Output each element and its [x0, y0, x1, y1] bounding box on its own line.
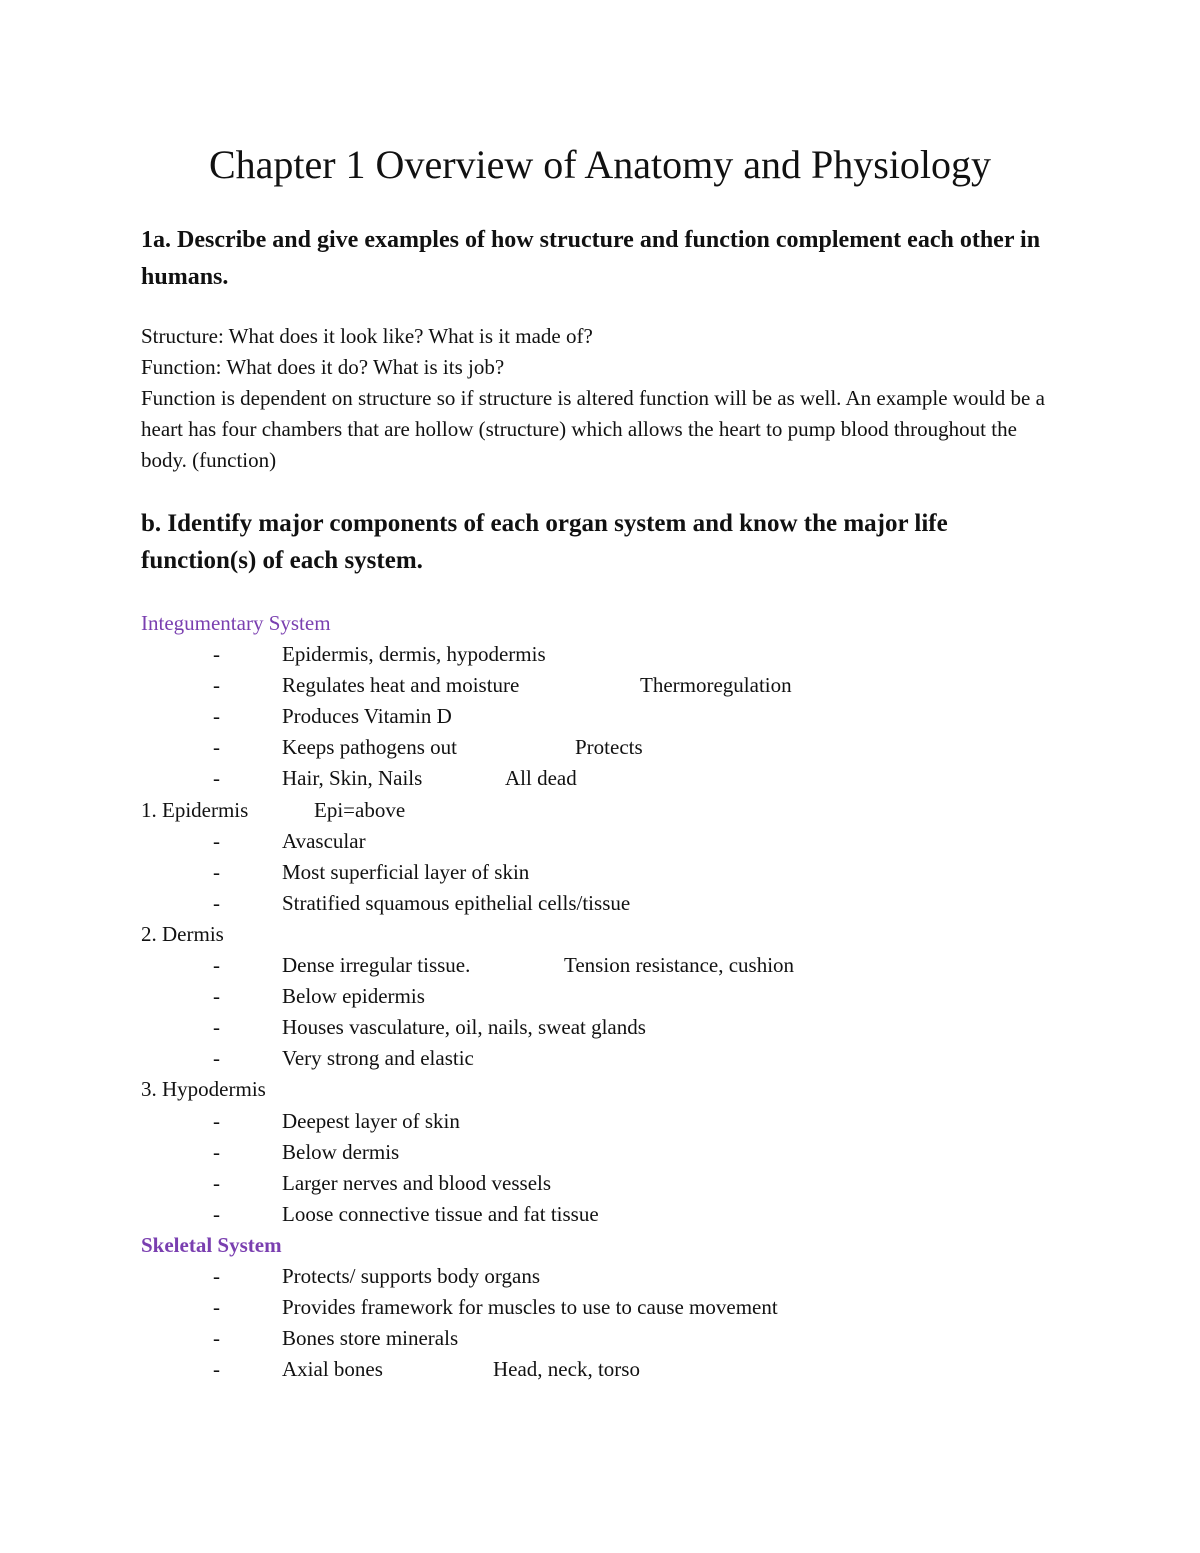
list-item [141, 981, 1061, 1012]
list-item-text: Protects/ supports body organs [282, 1263, 541, 1288]
list-item [141, 1043, 1061, 1074]
list-item-text: Regulates heat and moisture [282, 673, 520, 698]
list-item-text: Dense irregular tissue. [282, 953, 471, 978]
list-item [141, 670, 1061, 701]
list-item-text: Below dermis [282, 1139, 400, 1164]
subheading-dermis [141, 919, 1061, 950]
skeletal-list [141, 1261, 1061, 1385]
list-item [141, 826, 1061, 857]
bullet-dash: - [213, 1139, 220, 1164]
subheading-hypodermis [141, 1074, 1061, 1105]
bullet-dash: - [213, 673, 220, 698]
dermis-list [141, 950, 1061, 1074]
list-item [141, 950, 1061, 981]
bullet-dash: - [213, 953, 220, 978]
list-item-text: Very strong and elastic [282, 1046, 474, 1071]
list-item [141, 857, 1061, 888]
list-item-text: Deepest layer of skin [282, 1108, 460, 1133]
example-paragraph: Function is dependent on structure so if structure is altered function will be as well. An example would be a heart has four chambers that are hollow (structure) which allows the heart to pump blood throughout the body. (function) [141, 386, 1045, 472]
list-item [141, 701, 1061, 732]
bullet-dash: - [213, 1357, 220, 1382]
list-item [141, 1168, 1061, 1199]
list-item-text: Provides framework for muscles to use to cause movement [282, 1295, 778, 1320]
list-item-text: Loose connective tissue and fat tissue [282, 1201, 599, 1226]
list-item-text: Below epidermis [282, 984, 425, 1009]
list-item-text: Avascular [282, 828, 366, 853]
bullet-dash: - [213, 766, 220, 791]
bullet-dash: - [213, 1201, 220, 1226]
list-item [141, 732, 1061, 763]
bullet-dash: - [213, 1170, 220, 1195]
list-item-note: Thermoregulation [640, 673, 792, 698]
list-item [141, 1137, 1061, 1168]
list-item-note: Protects [575, 735, 643, 760]
bullet-dash: - [213, 890, 220, 915]
question-b: b. Identify major components of each organ system and know the major life function(s) of each system. [141, 510, 948, 574]
list-item [141, 1106, 1061, 1137]
bullet-dash: - [213, 984, 220, 1009]
bullet-dash: - [213, 1015, 220, 1040]
integumentary-list [141, 639, 1061, 794]
bullet-dash: - [213, 1108, 220, 1133]
subheading-epidermis [141, 795, 1061, 826]
epidermis-list [141, 826, 1061, 919]
list-item-text: Epidermis, dermis, hypodermis [282, 642, 546, 667]
list-item [141, 1199, 1061, 1230]
bullet-dash: - [213, 1046, 220, 1071]
bullet-dash: - [213, 1295, 220, 1320]
answer-1a [141, 321, 1061, 476]
page-title: Chapter 1 Overview of Anatomy and Physiology [208, 142, 992, 187]
structure-line: Structure: What does it look like? What is it made of? [141, 324, 593, 348]
list-item-note: Head, neck, torso [493, 1357, 640, 1382]
list-item-text: Axial bones [282, 1357, 383, 1382]
bullet-dash: - [213, 828, 220, 853]
bullet-dash: - [213, 642, 220, 667]
hypodermis-list [141, 1106, 1061, 1230]
list-item-text: Stratified squamous epithelial cells/tissue [282, 890, 631, 915]
list-item [141, 639, 1061, 670]
bullet-dash: - [213, 859, 220, 884]
list-item [141, 1261, 1061, 1292]
list-item-text: Keeps pathogens out [282, 735, 457, 760]
list-item [141, 1323, 1061, 1354]
list-item-text: Houses vasculature, oil, nails, sweat glands [282, 1015, 646, 1040]
list-item-text: Bones store minerals [282, 1326, 459, 1351]
list-item [141, 763, 1061, 794]
function-line: Function: What does it do? What is its job? [141, 355, 505, 379]
organ-systems [141, 608, 1061, 1385]
list-item [141, 1012, 1061, 1043]
question-1a: 1a. Describe and give examples of how structure and function complement each other in humans. [141, 227, 1041, 290]
bullet-dash: - [213, 1263, 220, 1288]
bullet-dash: - [213, 1326, 220, 1351]
subheading-label: 1. Epidermis [141, 797, 249, 822]
list-item [141, 888, 1061, 919]
list-item-text: Larger nerves and blood vessels [282, 1170, 552, 1195]
list-item [141, 1292, 1061, 1323]
bullet-dash: - [213, 704, 220, 729]
section-heading-integumentary: Integumentary System [141, 611, 331, 635]
list-item-note: All dead [505, 766, 577, 791]
subheading-label: 3. Hypodermis [141, 1077, 266, 1102]
list-item-text: Hair, Skin, Nails [282, 766, 423, 791]
subheading-label: 2. Dermis [141, 921, 224, 946]
bullet-dash: - [213, 735, 220, 760]
list-item-text: Most superficial layer of skin [282, 859, 530, 884]
subheading-note: Epi=above [314, 797, 406, 822]
section-heading-skeletal: Skeletal System [141, 1232, 282, 1257]
list-item-text: Produces Vitamin D [282, 704, 452, 729]
list-item [141, 1354, 1061, 1385]
list-item-note: Tension resistance, cushion [564, 953, 795, 978]
